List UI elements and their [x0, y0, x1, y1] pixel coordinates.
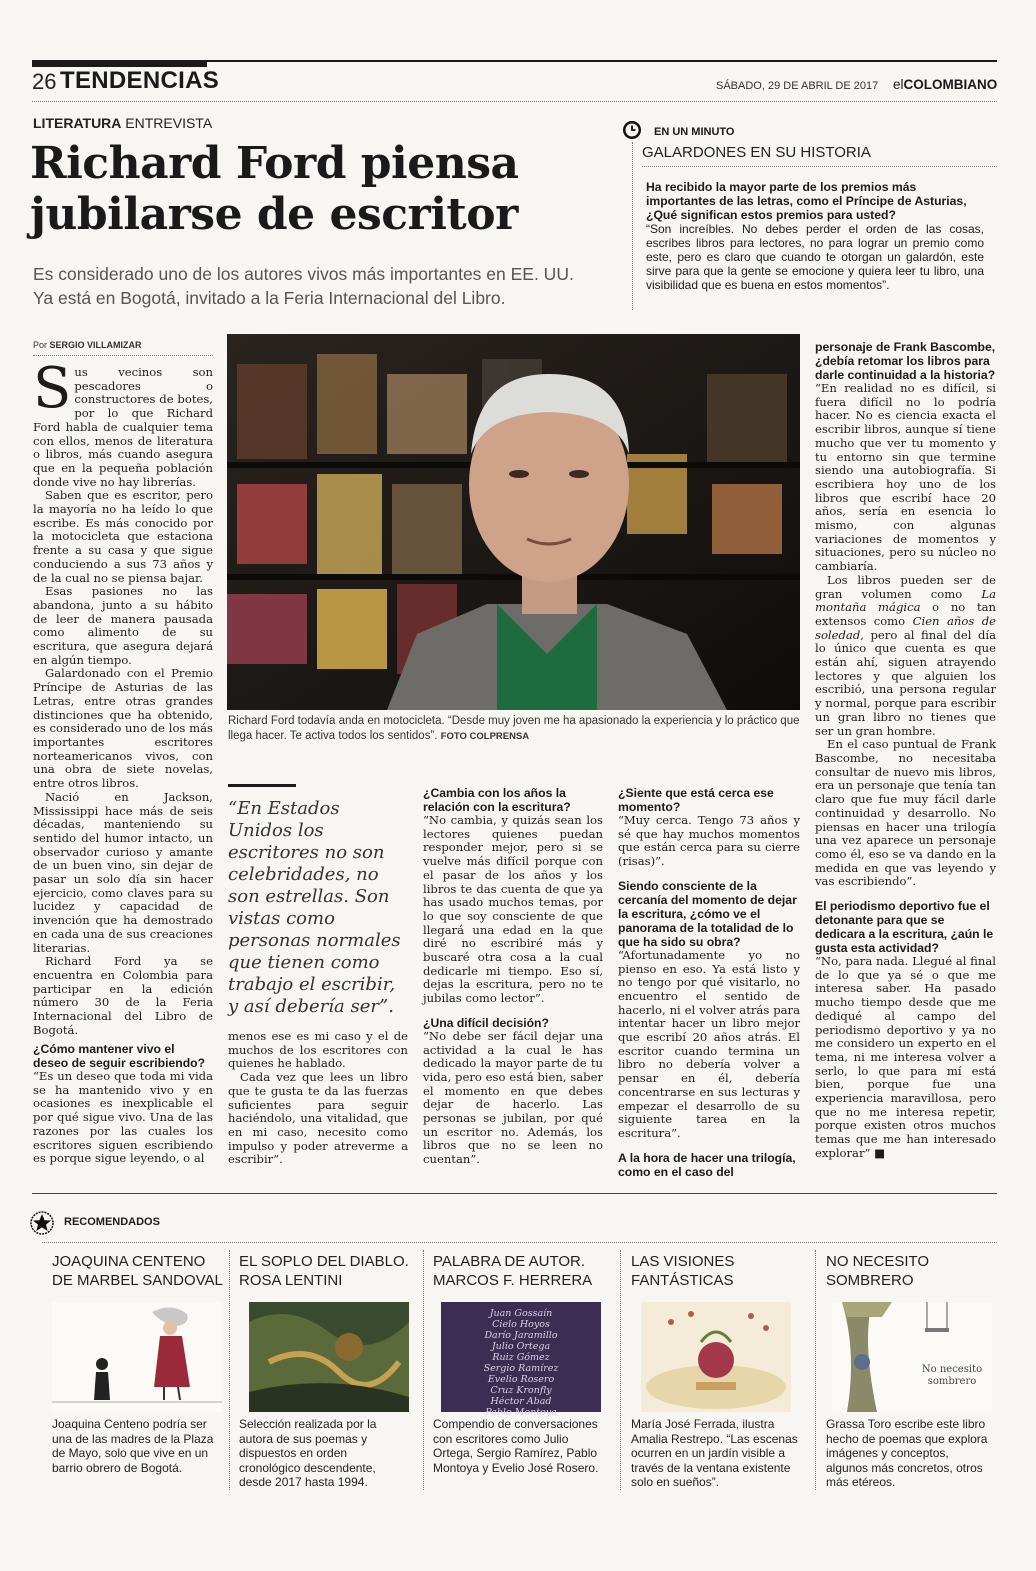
rec-title: LAS VISIONES FANTÁSTICAS: [631, 1253, 735, 1289]
article-photo: [227, 334, 800, 710]
recommended-item: [433, 1252, 611, 1497]
kicker-type: ENTREVISTA: [125, 115, 213, 131]
photo-caption: [228, 714, 800, 744]
brand-name: COLOMBIANO: [903, 77, 998, 92]
col2-continuation: menos ese es mi caso y el de muchos de los escritores con quienes he hablado.: [228, 1029, 408, 1071]
rec-title: PALABRA DE AUTOR. MARCOS F. HERRERA: [433, 1253, 593, 1289]
rec-cover-image: [441, 1302, 601, 1418]
col1-question-block: [33, 1042, 213, 1176]
rec-divider: [620, 1250, 621, 1490]
issue-date: SÁBADO, 29 DE ABRIL DE 2017: [716, 80, 879, 92]
page-number: 26: [32, 69, 57, 94]
headline-line-2: jubilarse de escritor: [30, 189, 518, 240]
section-bar: [32, 60, 207, 67]
recommended-label: RECOMENDADOS: [64, 1216, 160, 1228]
drop-cap: S: [33, 356, 72, 421]
article-headline: [30, 138, 610, 240]
photo-credit: FOTO COLPRENSA: [440, 730, 530, 742]
col5-answer-1b: [815, 574, 996, 738]
brand-prefix: el: [893, 77, 904, 92]
sidebar-title-dots: [642, 166, 997, 167]
col4-question-1: ¿Siente que está cerca ese momento?: [618, 786, 774, 814]
rec-title: JOAQUINA CENTENO DE MARBEL SANDOVAL: [52, 1253, 223, 1289]
recommended-rule: [32, 1193, 997, 1194]
cover-author-name: Pablo Montoya: [485, 1407, 557, 1418]
col4-answer-1: “Muy cerca. Tengo 73 años y sé que hay muchos momentos que están cerca para su cierre (risas)”.: [618, 813, 800, 869]
col4-answer-2: “Afortunadamente yo no pienso en eso. Ya está listo y no tengo por qué visitarlo, no encuentro el sentido de hacerlo, ni el volver atrás para intentar hacer un libro mejor que escribí 20 años atrás. El escritor cuando termina un libro no debería volver a pensar en él, debería concentrarse en sus lecturas y empezar el desarrollo de su siguiente tarea en la escritura”.: [618, 947, 800, 1140]
rec-cover-image: [249, 1302, 409, 1412]
cover-title: No necesito sombrero: [921, 1364, 983, 1387]
header-bottom-dots: [32, 101, 997, 102]
col5-question-continued: personaje de Frank Bascombe, ¿debía retomar los libros para darle continuidad a la historia?: [815, 340, 996, 382]
masthead-brand: [893, 77, 997, 92]
col5-1b-post: , pero al final del día lo único que cuenta es que están ahí, siguen atrayendo lectores y que alguien los escribió, una persona regular y normal, porque para escribir un gran libro no tienes que ser un gran hombre.: [815, 627, 996, 738]
sidebar-body: [646, 180, 984, 292]
rec-cover-image: [832, 1302, 992, 1412]
rec-description: Selección realizada por la autora de sus poemas y dispuestos en orden cronológico descendente, desde 2017 hasta 1994.: [239, 1417, 377, 1489]
cover-author-name: Cruz Kronfly: [490, 1385, 552, 1396]
recommended-item: [239, 1252, 415, 1497]
rec-title: NO NECESITO SOMBRERO: [826, 1253, 930, 1289]
byline-prefix: Por: [33, 340, 48, 350]
cover-author-name: Julio Ortega: [491, 1341, 551, 1352]
rec-description: Compendio de conversaciones con escritores como Julio Ortega, Sergio Ramírez, Pablo Montoya y Evelio José Rosero.: [433, 1417, 599, 1475]
rec-description: Grassa Toro escribe este libro hecho de poemas que explora imágenes y conceptos, algunos más concretos, otros más etéreos.: [826, 1417, 988, 1489]
sidebar-question: Ha recibido la mayor parte de los premios más importantes de las letras, como el Príncipe de Asturias, ¿Qué significan estos premios para usted?: [646, 180, 967, 222]
col5-answer-1a: “En realidad no es difícil, si fuera difícil no lo podría hacer. No es ciencia exacta el escribir libros, aunque sí tiene mucho que ver tu momento y tu entorno sin que termine siendo una autobiografía. Si escribiera hoy uno de los libros que escribí hace 20 años, sería en esencia lo mismo, con algunas variaciones de momentos y situaciones, pero su núcleo no cambiaría.: [815, 381, 996, 574]
column-1: [33, 356, 213, 1037]
col4-question-3: A la hora de hacer una trilogía, como en el caso del: [618, 1150, 796, 1179]
cover-author-name: Sergio Ramírez: [483, 1363, 559, 1374]
column-2: [228, 1030, 408, 1167]
cover-author-name: Darío Jaramillo: [484, 1330, 558, 1341]
recommended-item: [826, 1252, 998, 1497]
lead-paragraph: us vecinos son pescadores o constructores de botes, por lo que Richard Ford habla de cualquier tema con ellos, menos de literatura o libros, más cuando asegura que en la pequeña población donde vive no hay librerías.: [33, 365, 213, 489]
col1-paragraph-5: Nació en Jackson, Mississippi hace más de seis décadas, manteniendo su sentido del humor intacto, un observador curioso y amante de un buen vino, sin dejar de pasar un solo día sin hacer ejercicio, como claves para su lucidez y capacidad de invención que ha demostrado en cada una de sus creaciones literarias.: [33, 789, 213, 955]
col5-1b-pre: Los libros pueden ser de gran volumen como: [815, 572, 996, 601]
col5-1b-mid: o no tan extensos como: [815, 600, 996, 628]
book-title-montana: La montaña mágica: [815, 586, 996, 615]
col5-answer-2: [815, 955, 996, 1161]
col1-paragraph-2: Saben que es escritor, pero la mayoría no ha leído lo que escribe. Es más conocido por la motocicleta que estaciona frente a su casa y que sigue conduciendo a sus 73 años y de la cual no se piensa bajar.: [33, 488, 213, 585]
byline-author: SERGIO VILLAMIZAR: [49, 340, 142, 350]
byline: [33, 340, 142, 350]
cover-author-name: Héctor Abad: [490, 1396, 552, 1407]
col1-paragraph-6: Richard Ford ya se encuentra en Colombia para participar en la edición número 30 de la Feria Internacional del Libro de Bogotá.: [33, 954, 213, 1037]
col3-answer-2: “No debe ser fácil dejar una actividad a la cual le has dedicado la mayor parte de tu vida, pero eso está bien, saber el momento en que debes dejar de hacerlo. Las personas se jubilan, por qué un escritor no. Además, los libros que no se leen no cuentan”.: [423, 1028, 603, 1167]
cover-author-name: Juan Gossaín: [489, 1308, 553, 1319]
rec-cover-image: [52, 1302, 222, 1412]
rec-cover-image: [641, 1302, 791, 1412]
clock-icon: [622, 120, 642, 140]
book3-author-names: [451, 1308, 591, 1418]
book-title-cien-anos: Cien años de soledad: [815, 613, 996, 642]
col5-answer-2-text: “No, para nada. Llegué al final de lo que ya sé o que me interesa saber. Ha pasado mucho tiempo desde que me dediqué al campo del periodismo deportivo y ya no me considero un experto en el tema, ni me interesa volver a serlo, lo que para mí está bien, porque fue una experiencia maravillosa, pero que no me interesa repetir, porque existen otros muchos temas que me han interesado explorar”: [815, 954, 996, 1160]
recommended-item: [52, 1252, 226, 1497]
cover-author-name: Ruiz Gómez: [492, 1352, 550, 1363]
pull-quote: “En Estados Unidos los escritores no son celebridades, no son estrellas. Son vistas como personas normales que tienen como trabajo el escribir, y así debería ser”.: [228, 798, 401, 1017]
end-mark: ■: [874, 1145, 886, 1160]
pull-quote-rule: [228, 784, 296, 787]
column-3: [423, 786, 603, 1177]
headline-line-1: Richard Ford piensa: [30, 138, 519, 189]
rec-divider: [423, 1250, 424, 1490]
rec-description: María José Ferrada, ilustra Amalia Restrepo. “Las escenas ocurren en un jardín visible a través de la ventana existente solo en sueños”.: [631, 1417, 798, 1489]
article-deck: Es considerado uno de los autores vivos más importantes en EE. UU. Ya está en Bogotá, invitado a la Feria Internacional del Libro.: [33, 264, 574, 308]
col3-question-2: ¿Una difícil decisión?: [423, 1015, 549, 1030]
recommended-item: [631, 1252, 809, 1497]
col5-answer-1c: En el caso puntual de Frank Bascombe, no necesitaba consultar de nuevo mis libros, era un personaje que tenía tan claro que fue muy fácil darle continuidad y desarrollo. No piensas en hacer una trilogía una vez aparece un personaje como él, eso se va dando en la medida en que vas leyendo y vas escribiendo”.: [815, 737, 996, 889]
col3-question-1: ¿Cambia con los años la relación con la escritura?: [423, 786, 571, 814]
rec-title: EL SOPLO DEL DIABLO. ROSA LENTINI: [239, 1253, 409, 1289]
sidebar-left-dots: [632, 142, 633, 310]
col4-question-2: Siendo consciente de la cercanía del momento de dejar la escritura, ¿cómo ve el panorama de la totalidad de lo que ha sido su obra?: [618, 878, 797, 949]
sidebar-label: EN UN MINUTO: [654, 126, 735, 138]
column-5: [815, 340, 996, 1171]
recommended-dots: [42, 1242, 997, 1243]
col1-paragraph-3: Esas pasiones no las abandona, junto a su hábito de leer de manera pausada como alimento de su escritura, que asegura dejará en algún tiempo.: [33, 584, 213, 667]
col1-question: ¿Cómo mantener vivo el deseo de seguir escribiendo?: [33, 1042, 206, 1070]
col1-paragraph-4: Galardonado con el Premio Príncipe de Asturias de las Letras, entre otras grandes distinciones que ha obtenido, es considerado uno de los más importantes escritores norteamericanos vivos, con una obra de siete novelas, entre otros libros.: [33, 666, 213, 791]
portrait-image: [227, 334, 800, 710]
sidebar-answer: “Son increíbles. No debes perder el orden de las cosas, escribes libros para lectores, no para lograr un premio como este, pero es claro que cuando te otorgan un galardón, este sirve para que la gente se emocione y quiera leer tu libro, una visibilidad que es buena en estos momentos”.: [646, 222, 984, 292]
col1-answer: “Es un deseo que toda mi vida se ha mantenido vivo y en ocasiones es inexplicable el por qué sigue vivo. Una de las razones por las cuales los escritores siguen escribiendo es porque sigue leyendo, o al: [33, 1069, 213, 1166]
section-name: TENDENCIAS: [60, 67, 220, 94]
col2-paragraph-2: Cada vez que lees un libro que te gusta te da las fuerzas suficientes para seguir haciéndolo, una vitalidad, que en mi caso, necesito como impulso y poder atreverme a escribir”.: [228, 1070, 408, 1167]
rec-divider: [815, 1250, 816, 1490]
rec-divider: [229, 1250, 230, 1490]
caption-text: Richard Ford todavía anda en motocicleta. “Desde muy joven me ha apasionado la experiencia y lo práctico que llega hacer. Te activa todos los sentidos”.: [228, 715, 800, 742]
col5-question-2: El periodismo deportivo fue el detonante para que se dedicara a la escritura, ¿aún le gusta esta actividad?: [815, 899, 994, 956]
star-icon: [30, 1211, 54, 1235]
col3-answer-1: “No cambia, y quizás sean los lectores quienes puedan responder mejor, pero si se vuelve más difícil porque con el pasar de los años y los libros te das cuenta de que ya has usado muchos temas, por lo que soy consciente de que llegará una edad en la que diré no escribiré más y buscaré otra cosa a la cual dedicarle mi tiempo. Eso sí, dejas la escritura, pero no te jubilas como lector”.: [423, 813, 603, 1006]
cover-author-name: Evelio Rosero: [487, 1374, 555, 1385]
article-kicker: [33, 115, 212, 131]
rec-description: Joaquina Centeno podría ser una de las madres de la Plaza de Mayo, solo que vive en un barrio obrero de Bogotá.: [52, 1417, 214, 1475]
cover-author-name: Cielo Hoyos: [492, 1319, 550, 1330]
column-4: [618, 786, 800, 1179]
col5-answer-1: [815, 382, 996, 889]
sidebar-title: GALARDONES EN SU HISTORIA: [642, 144, 871, 161]
kicker-section: LITERATURA: [33, 115, 122, 131]
